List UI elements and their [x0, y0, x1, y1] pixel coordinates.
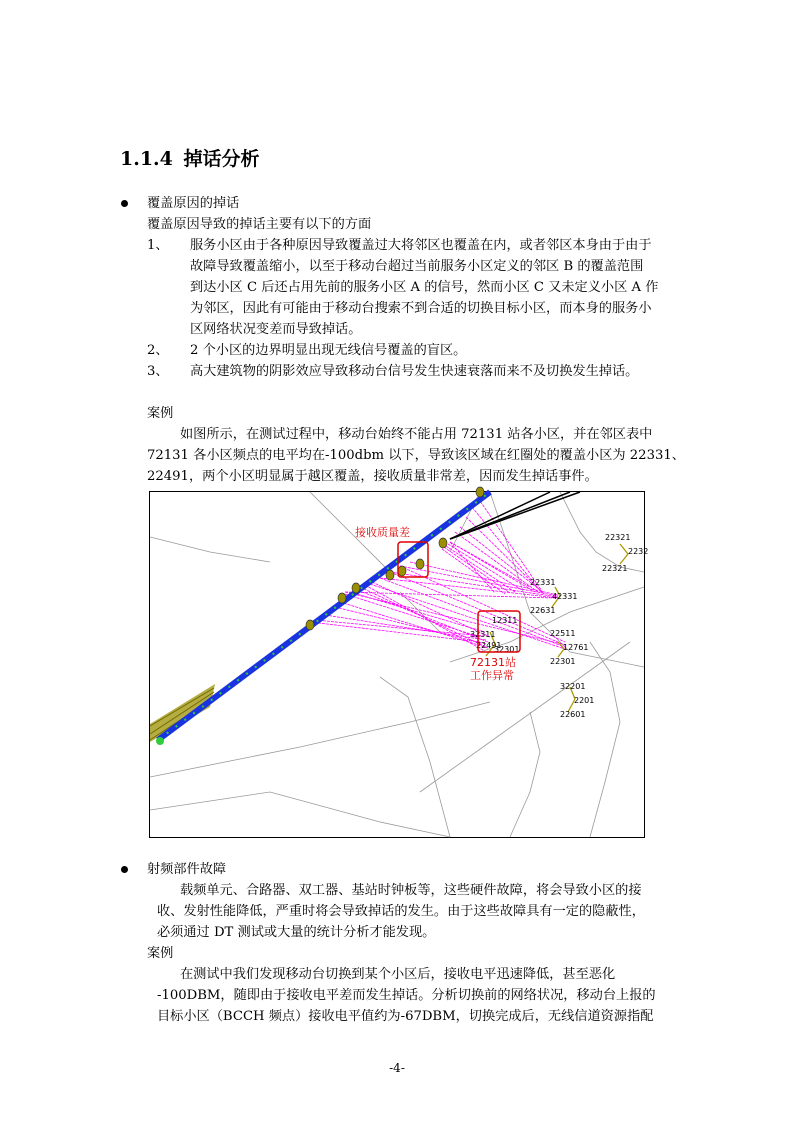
- rf-line: 载频单元、合路器、双工器、基站时钟板等，这些硬件故障，将会导致小区的接: [180, 883, 642, 898]
- page-number: -4-: [389, 1061, 405, 1075]
- rf-case-label: 案例: [147, 946, 174, 961]
- item-line: 服务小区由于各种原因导致覆盖过大将邻区也覆盖在内，或者邻区本身由于由于: [190, 238, 652, 253]
- cell-label: 22491: [476, 641, 502, 650]
- cell-label: 22631: [530, 606, 556, 615]
- cell-label: 22301: [550, 657, 576, 666]
- handover-lines: [310, 498, 565, 650]
- site-annotation-line2: 工作异常: [470, 669, 514, 682]
- black-cell-lines: [450, 492, 580, 539]
- item-line: 为邻区，因此有可能由于移动台搜索不到合适的切换目标小区，而本身的服务小: [190, 301, 652, 316]
- drive-route: [158, 492, 490, 740]
- item-line: 高大建筑物的阴影效应导致移动台信号发生快速衰落而来不及切换发生掉话。: [190, 364, 639, 379]
- item-number: 2、: [147, 343, 169, 358]
- coverage-intro: 覆盖原因导致的掉话主要有以下的方面: [147, 217, 372, 232]
- cell-label: 22601: [560, 710, 586, 719]
- rf-bullet-title: 射频部件故障: [147, 862, 227, 877]
- cell-label: 32311: [470, 630, 496, 639]
- bullet-dot: [121, 200, 128, 207]
- rf-line: 收、发射性能降低，严重时将会导致掉话的发生。由于这些故障具有一定的隐蔽性，: [157, 904, 645, 919]
- rf-case-line: 目标小区（BCCH 频点）接收电平值约为-67DBM，切换完成后，无线信道资源指配: [157, 1009, 654, 1024]
- cell-label: 12761: [563, 643, 589, 652]
- cell-label: 32201: [560, 682, 586, 691]
- item-line: 2 个小区的边界明显出现无线信号覆盖的盲区。: [190, 343, 467, 358]
- section-title: 掉话分析: [183, 148, 260, 170]
- quality-annotation: 接收质量差: [355, 526, 410, 539]
- drive-test-map: [149, 491, 649, 838]
- item-line: 到达小区 C 后还占用先前的服务小区 A 的信号，然而小区 C 又未定义小区 A 作: [190, 280, 659, 295]
- section-heading: [120, 144, 260, 171]
- item-number: 3、: [147, 364, 169, 379]
- case-line: 72131 各小区频点的电平均在-100dbm 以下，导致该区域在红圈处的覆盖小区为 22331、: [147, 448, 685, 463]
- coverage-bullet-title: 覆盖原因的掉话: [147, 196, 240, 211]
- cell-label: 12311: [492, 616, 518, 625]
- cell-label: 22331: [530, 578, 556, 587]
- case-line: 22491，两个小区明显属于越区覆盖，接收质量非常差，因而发生掉话事件。: [147, 469, 598, 484]
- cell-label: 22511: [550, 629, 576, 638]
- cell-label: 22321: [602, 564, 628, 573]
- rf-line: 必须通过 DT 测试或大量的统计分析才能发现。: [157, 925, 436, 940]
- item-line: 故障导致覆盖缩小，以至于移动台超过当前服务小区定义的邻区 B 的覆盖范围: [190, 259, 644, 274]
- item-line: 区网络状况变差而导致掉话。: [190, 322, 362, 337]
- section-number: 1.1.4: [120, 148, 173, 170]
- cell-label: 32301: [494, 645, 520, 654]
- rf-case-line: -100DBM，随即由于接收电平差而发生掉话。分析切换前的网络状况，移动台上报的: [157, 988, 656, 1003]
- cell-label: 2201: [574, 696, 595, 705]
- cell-label: 42331: [552, 592, 578, 601]
- site-annotation-line1: 72131站: [470, 656, 516, 669]
- item-number: 1、: [147, 238, 169, 253]
- case-line: 如图所示，在测试过程中，移动台始终不能占用 72131 站各小区，并在邻区表中: [180, 427, 653, 442]
- cell-label: 22321: [605, 533, 631, 542]
- cell-label: 2232: [628, 547, 649, 556]
- rf-case-line: 在测试中我们发现移动台切换到某个小区后，接收电平迅速降低，甚至恶化: [180, 967, 616, 982]
- bullet-dot: [121, 866, 128, 873]
- case-label: 案例: [147, 406, 174, 421]
